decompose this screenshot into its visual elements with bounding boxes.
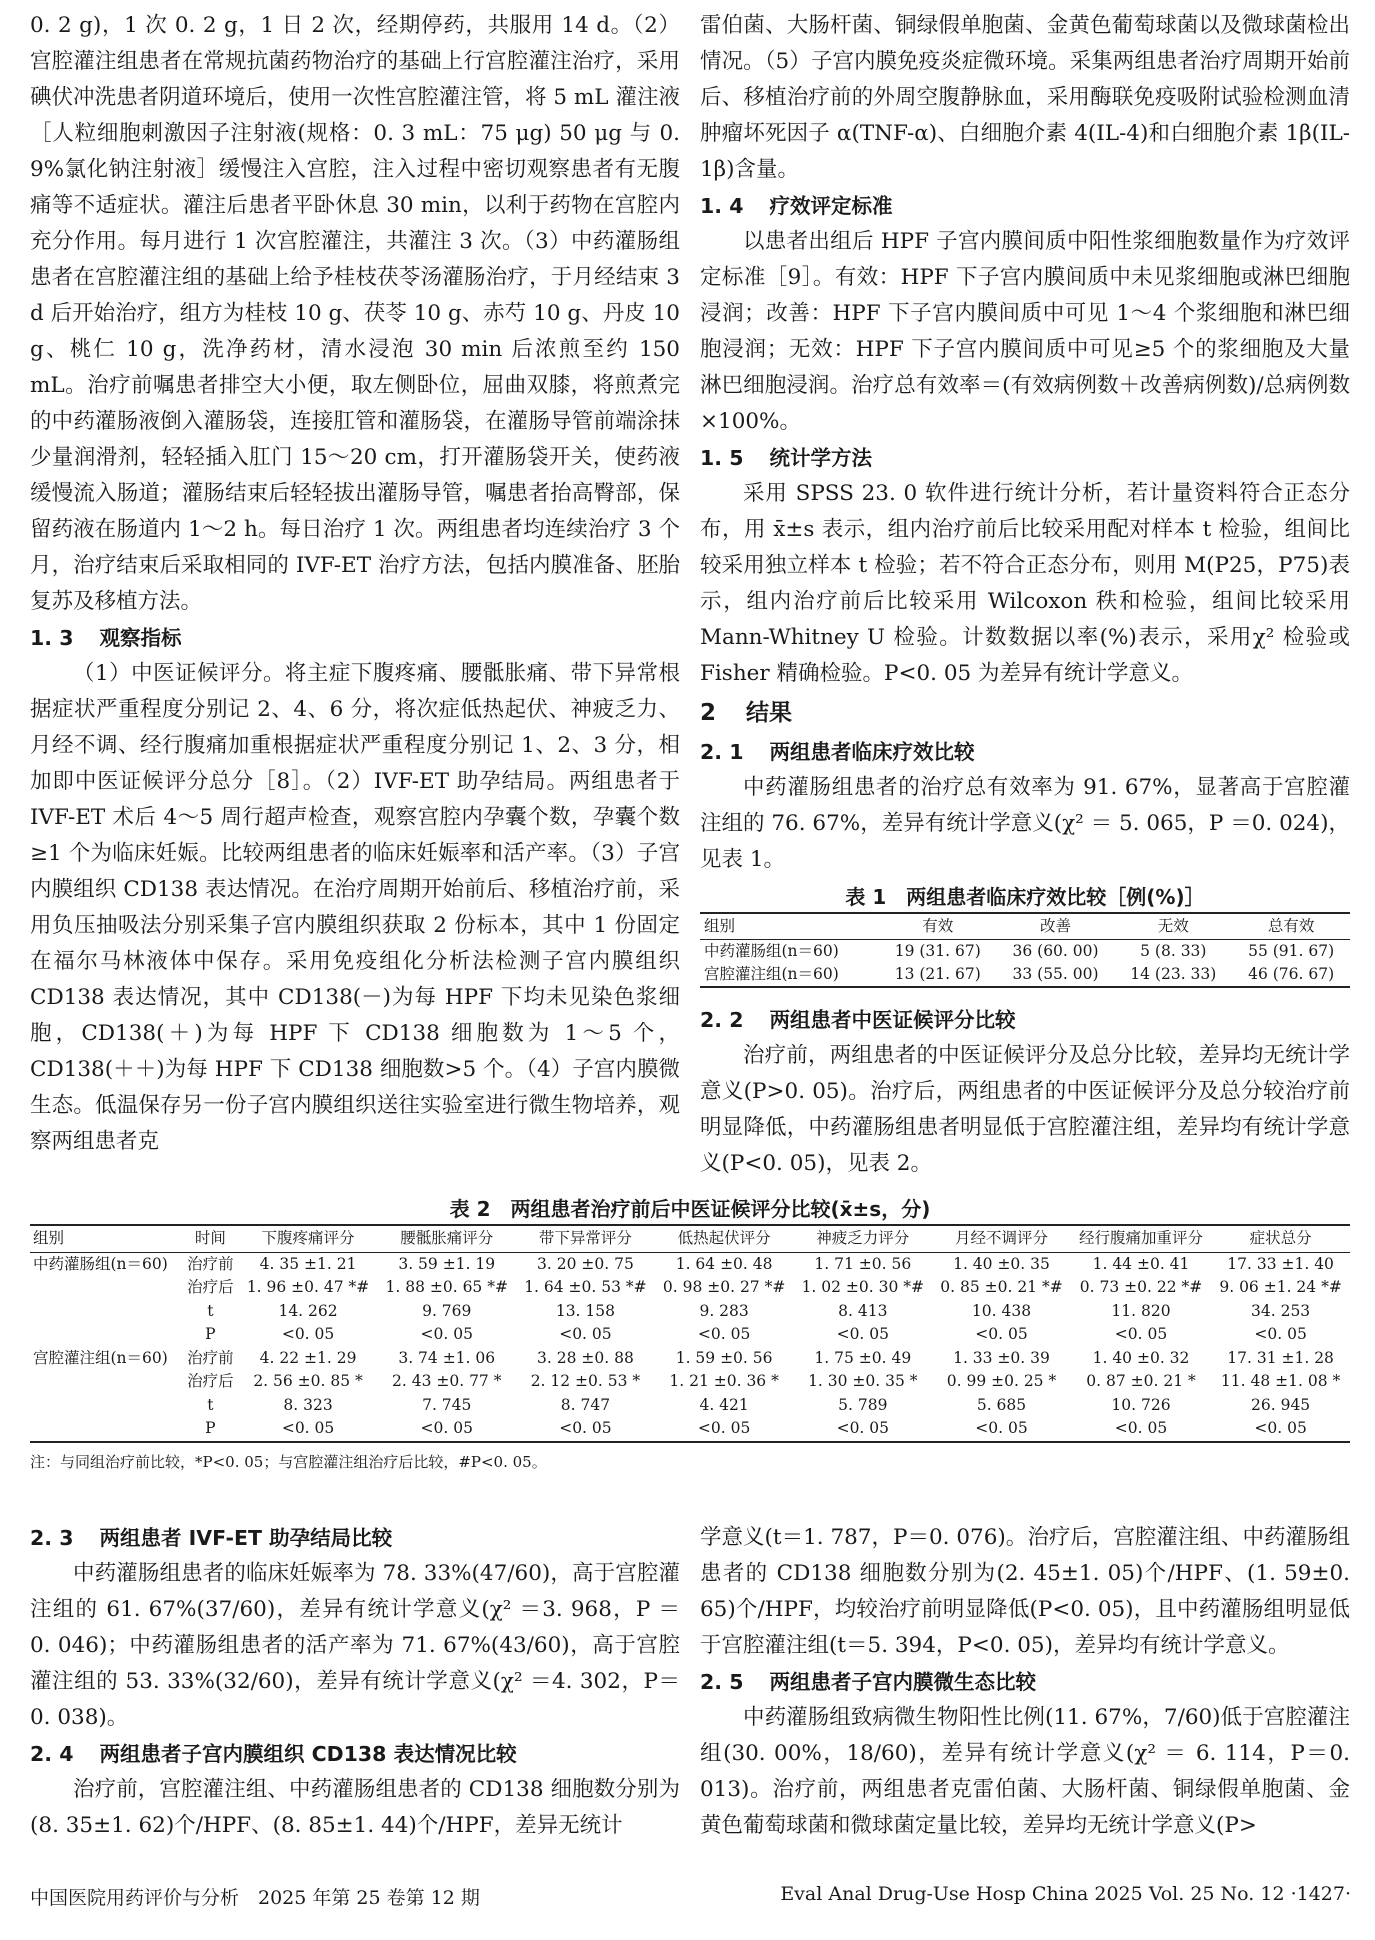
table-cell: 3. 28 ±0. 88 <box>537 1348 634 1367</box>
table-cell: 0. 85 ±0. 21 *# <box>940 1278 1063 1296</box>
table-row <box>700 963 1350 987</box>
table-cell: <0. 05 <box>836 1419 890 1437</box>
table-cell: <0. 05 <box>559 1419 612 1437</box>
paragraph: 雷伯菌、大肠杆菌、铜绿假单胞菌、金黄色葡萄球菌以及微球菌检出情况。（5）子宫内膜免疫炎症微环境。采集两组患者治疗周期开始前后、移植治疗前的外周空腹静脉血，采用酶联免疫吸附试验检测血清肿瘤坏死因子 α(TNF-α)、白细胞介素 4(IL-4)和白细胞介素 1β(IL-1β)含量。 <box>700 13 1350 182</box>
section-heading: 1. 3 观察指标 <box>30 626 182 650</box>
table-cell: 1. 75 ±0. 49 <box>814 1348 912 1367</box>
group-cell <box>30 1394 182 1418</box>
table-cell: <0. 05 <box>1114 1325 1168 1343</box>
table-cell: <0. 05 <box>1114 1419 1168 1437</box>
table-cell: 1. 88 ±0. 65 *# <box>385 1278 508 1296</box>
table-cell: 2. 56 ±0. 85 * <box>253 1372 363 1390</box>
table-cell: 9. 769 <box>422 1301 472 1320</box>
column-header: 有效 <box>879 913 997 940</box>
table-cell: 3. 74 ±1. 06 <box>398 1348 496 1367</box>
section-heading: 2. 1 两组患者临床疗效比较 <box>700 740 975 764</box>
table-cell: 17. 33 ±1. 40 <box>1227 1254 1334 1273</box>
table-cell: 1. 64 ±0. 48 <box>675 1254 773 1273</box>
table-cell: 19 (31. 67) <box>894 942 981 960</box>
table-cell: <0. 05 <box>697 1325 751 1343</box>
paragraph: （1）中医证候评分。将主症下腹疼痛、腰骶胀痛、带下异常根据症状严重程度分别记 2、4、6 分，将次症低热起伏、神疲乏力、月经不调、经行腹痛加重根据症状严重程度分别记 1、2、3 分，相加即中医证候评分总分［8］。（2）IVF-ET 助孕结局。两组患者于 IVF-ET 术后 4～5 周行超声检查，观察宫腔内孕囊个数，孕囊个数≥1 个为临床妊娠。比较两组患者的临床妊娠率和活产率。（3）子宫内膜组织 CD138 表达情况。在治疗周期开始前后、移植治疗前，采用负压抽吸法分别采集子宫内膜组织获取 2 份标本，其中 1 份固定在福尔马林液体中保存。采用免疫组化分析法检测子宫内膜组织 CD138 表达情况，其中 CD138(－)为每 HPF 下均未见染色浆细胞，CD138(＋)为每 HPF 下 CD138 细胞数为 1～5 个，CD138(＋＋)为每 HPF 下 CD138 细胞数>5 个。（4）子宫内膜微生态。低温保存另一份子宫内膜组织送往实验室进行微生物培养，观察两组患者克 <box>30 661 680 1154</box>
table-cell: t <box>207 1301 214 1320</box>
table-note: 注：与同组治疗前比较，*P<0. 05；与宫腔灌注组治疗后比较，#P<0. 05。 <box>30 1452 547 1471</box>
table-cell: 5. 789 <box>838 1395 888 1414</box>
table-cell: 3. 20 ±0. 75 <box>537 1254 634 1273</box>
group-cell <box>30 1370 182 1394</box>
table-caption: 表 2 两组患者治疗前后中医证候评分比较(x̄±s，分) <box>449 1197 931 1221</box>
group-cell <box>30 1323 182 1347</box>
table-row <box>30 1323 1350 1347</box>
table-cell: 14. 262 <box>278 1301 338 1320</box>
table-cell: 2. 12 ±0. 53 * <box>530 1372 641 1390</box>
section-heading: 1. 5 统计学方法 <box>700 446 872 470</box>
table-cell: 2. 43 ±0. 77 * <box>392 1372 502 1390</box>
table-cell: 8. 747 <box>560 1395 611 1414</box>
column-header: 下腹疼痛评分 <box>239 1225 378 1252</box>
table-cell: 11. 48 ±1. 08 * <box>1220 1372 1341 1390</box>
column-header: 月经不调评分 <box>932 1225 1071 1252</box>
table-2 <box>30 1192 1350 1472</box>
left-column <box>30 8 680 1160</box>
table-cell: 1. 44 ±0. 41 <box>1092 1254 1190 1273</box>
table-cell: 13. 158 <box>555 1301 615 1320</box>
table-cell: 0. 87 ±0. 21 * <box>1086 1372 1196 1390</box>
group-cell: 宫腔灌注组(n＝60) <box>33 1348 168 1367</box>
paragraph: 学意义(t＝1. 787，P＝0. 076)。治疗后，宫腔灌注组、中药灌肠组患者的 CD138 细胞数分别为(2. 45±1. 05)个/HPF、(1. 59±0. 65)个/HPF，均较治疗前明显降低(P<0. 05)，且中药灌肠组明显低于宫腔灌注组(t＝5. 394，P<0. 05)，差异均有统计学意义。 <box>700 1525 1350 1658</box>
table-cell: <0. 05 <box>697 1419 751 1437</box>
table-cell: 11. 820 <box>1111 1301 1171 1320</box>
table-cell: 1. 71 ±0. 56 <box>814 1254 912 1273</box>
efficacy-table <box>700 912 1350 988</box>
table-cell: 26. 945 <box>1251 1395 1311 1414</box>
table-cell: 36 (60. 00) <box>1012 942 1099 960</box>
paragraph: 0. 2 g)，1 次 0. 2 g，1 日 2 次，经期停药，共服用 14 d。（2）宫腔灌注组患者在常规抗菌药物治疗的基础上行宫腔灌注治疗，采用碘伏冲洗患者阴道环境后，使用一次性宫腔灌注管，将 5 mL 灌注液［人粒细胞刺激因子注射液(规格：0. 3 mL：75 μg) 50 μg 与 0. 9%氯化钠注射液］缓慢注入宫腔，注入过程中密切观察患者有无腹痛等不适症状。灌注后患者平卧休息 30 min，以利于药物在宫腔内充分作用。每月进行 1 次宫腔灌注，共灌注 3 次。（3）中药灌肠组患者在宫腔灌注组的基础上给予桂枝茯苓汤灌肠治疗，于月经结束 3 d 后开始治疗，组方为桂枝 10 g、茯苓 10 g、赤芍 10 g、丹皮 10 g、桃仁 10 g，洗净药材，清水浸泡 30 min 后浓煎至约 150 mL。治疗前嘱患者排空大小便，取左侧卧位，屈曲双膝，将煎煮完的中药灌肠液倒入灌肠袋，连接肛管和灌肠袋，在灌肠导管前端涂抹少量润滑剂，轻轻插入肛门 15～20 cm，打开灌肠袋开关，使药液缓慢流入肠道；灌肠结束后轻轻拔出灌肠导管，嘱患者抬高臀部，保留药液在肠道内 1～2 h。每日治疗 1 次。两组患者均连续治疗 3 个月，治疗结束后采取相同的 IVF-ET 治疗方法，包括内膜准备、胚胎复苏及移植方法。 <box>30 13 680 614</box>
column-header: 组别 <box>30 1225 182 1252</box>
table-cell: <0. 05 <box>281 1419 335 1437</box>
column-header: 时间 <box>182 1225 239 1252</box>
table-cell: 宫腔灌注组(n＝60) <box>704 965 839 983</box>
table-cell: 1. 96 ±0. 47 *# <box>246 1278 370 1296</box>
table-cell: 1. 21 ±0. 36 * <box>669 1372 779 1390</box>
paragraph: 以患者出组后 HPF 子宫内膜间质中阳性浆细胞数量作为疗效评定标准［9］。有效：HPF 下子宫内膜间质中未见浆细胞或淋巴细胞浸润；改善：HPF 下子宫内膜间质中可见 1～4 个浆细胞和淋巴细胞浸润；无效：HPF 下子宫内膜间质中可见≥5 个的浆细胞及大量淋巴细胞浸润。治疗总有效率＝(有效病例数＋改善病例数)/总病例数×100%。 <box>700 229 1350 434</box>
lower-right-column <box>700 1520 1350 1844</box>
table-cell: 5. 685 <box>976 1395 1027 1414</box>
group-cell <box>30 1300 182 1324</box>
table-cell: 46 (76. 67) <box>1248 965 1335 983</box>
paragraph: 中药灌肠组患者的临床妊娠率为 78. 33%(47/60)，高于宫腔灌注组的 61. 67%(37/60)，差异有统计学意义(χ² ＝3. 968，P ＝ 0. 046)；中药灌肠组患者的活产率为 71. 67%(43/60)，高于宫腔灌注组的 53. 33%(32/60)，差异有统计学意义(χ² ＝4. 302，P＝0. 038)。 <box>30 1561 680 1730</box>
table-cell: 中药灌肠组(n＝60) <box>704 942 839 960</box>
table-cell: <0. 05 <box>975 1419 1028 1437</box>
section-heading: 2. 3 两组患者 IVF-ET 助孕结局比较 <box>30 1526 393 1550</box>
table-cell: 4. 421 <box>699 1395 749 1414</box>
table-cell: P <box>205 1325 216 1343</box>
column-header: 神疲乏力评分 <box>793 1225 932 1252</box>
section-heading: 2. 5 两组患者子宫内膜微生态比较 <box>700 1670 1036 1694</box>
column-header: 带下异常评分 <box>516 1225 655 1252</box>
table-cell: <0. 05 <box>1254 1325 1307 1343</box>
table-cell: 14 (23. 33) <box>1130 965 1217 983</box>
table-row <box>30 1394 1350 1418</box>
paragraph: 中药灌肠组致病微生物阳性比例(11. 67%，7/60)低于宫腔灌注组(30. 00%，18/60)，差异有统计学意义(χ² ＝ 6. 114，P＝0. 013)。治疗前，两组患者克雷伯菌、大肠杆菌、铜绿假单胞菌、金黄色葡萄球菌和微球菌定量比较，差异均无统计学意义(P> <box>700 1705 1350 1838</box>
column-header: 组别 <box>700 913 879 940</box>
tcm-score-table <box>30 1224 1350 1443</box>
table-cell: 9. 06 ±1. 24 *# <box>1219 1278 1342 1296</box>
group-cell <box>30 1276 182 1300</box>
table-cell: 1. 02 ±0. 30 *# <box>801 1278 925 1296</box>
group-cell: 中药灌肠组(n＝60) <box>33 1254 168 1273</box>
table-row <box>30 1300 1350 1324</box>
table-cell: 4. 22 ±1. 29 <box>259 1348 357 1367</box>
paragraph: 治疗前，宫腔灌注组、中药灌肠组患者的 CD138 细胞数分别为(8. 35±1. 62)个/HPF、(8. 85±1. 44)个/HPF，差异无统计 <box>30 1777 680 1838</box>
table-row <box>700 940 1350 964</box>
table-row <box>30 1276 1350 1300</box>
table-cell: P <box>205 1419 216 1437</box>
section-heading: 2. 4 两组患者子宫内膜组织 CD138 表达情况比较 <box>30 1742 517 1766</box>
table-cell: <0. 05 <box>975 1325 1028 1343</box>
table-row <box>30 1370 1350 1394</box>
column-header: 腰骶胀痛评分 <box>377 1225 516 1252</box>
table-cell: 10. 438 <box>971 1301 1032 1320</box>
table-cell: <0. 05 <box>1254 1419 1307 1437</box>
table-cell: 1. 64 ±0. 53 *# <box>524 1278 647 1296</box>
section-heading: 1. 4 疗效评定标准 <box>700 194 893 218</box>
paragraph: 中药灌肠组患者的治疗总有效率为 91. 67%，显著高于宫腔灌注组的 76. 67%，差异有统计学意义(χ² ＝ 5. 065，P ＝0. 024)，见表 1。 <box>700 775 1350 872</box>
column-header: 无效 <box>1114 913 1232 940</box>
right-column <box>700 8 1350 1182</box>
table-row <box>30 1347 1350 1371</box>
table-cell: 17. 31 ±1. 28 <box>1227 1348 1334 1367</box>
paragraph: 采用 SPSS 23. 0 软件进行统计分析，若计量资料符合正态分布，用 x̄±s 表示，组内治疗前后比较采用配对样本 t 检验，组间比较采用独立样本 t 检验；若不符合正态分布，则用 M(P25，P75)表示，组内治疗前后比较采用 Wilcoxon 秩和检验，组间比较采用 Mann-Whitney U 检验。计数数据以率(%)表示，采用χ² 检验或 Fisher 精确检验。P<0. 05 为差异有统计学意义。 <box>700 481 1350 686</box>
table-cell: <0. 05 <box>836 1325 890 1343</box>
table-cell: 7. 745 <box>422 1395 472 1414</box>
column-header: 低热起伏评分 <box>655 1225 794 1252</box>
column-header: 改善 <box>997 913 1115 940</box>
table-cell: 治疗后 <box>187 1372 234 1390</box>
table-cell: 治疗前 <box>187 1348 234 1367</box>
table-1 <box>700 882 1350 988</box>
table-cell: 1. 40 ±0. 32 <box>1092 1348 1190 1367</box>
table-cell: 13 (21. 67) <box>894 965 981 983</box>
column-header: 经行腹痛加重评分 <box>1071 1225 1211 1252</box>
table-cell: 0. 73 ±0. 22 *# <box>1079 1278 1203 1296</box>
table-cell: 8. 413 <box>838 1301 888 1320</box>
column-header: 总有效 <box>1232 913 1350 940</box>
table-cell: 5 (8. 33) <box>1140 942 1207 960</box>
footer-citation: Eval Anal Drug-Use Hosp China 2025 Vol. 25 No. 12 ·1427· <box>780 1883 1351 1905</box>
table-cell: 34. 253 <box>1251 1301 1311 1320</box>
table-cell: 4. 35 ±1. 21 <box>259 1254 357 1273</box>
section-heading: 2 结果 <box>700 700 793 726</box>
table-caption: 表 1 两组患者临床疗效比较［例(%)］ <box>845 885 1205 909</box>
table-cell: 0. 99 ±0. 25 * <box>946 1372 1057 1390</box>
table-cell: 55 (91. 67) <box>1248 942 1335 960</box>
table-cell: 1. 59 ±0. 56 <box>675 1348 773 1367</box>
table-cell: 10. 726 <box>1111 1395 1171 1414</box>
table-cell: <0. 05 <box>420 1325 473 1343</box>
table-cell: 治疗后 <box>187 1278 234 1296</box>
table-row <box>30 1417 1350 1442</box>
table-cell: 治疗前 <box>187 1254 234 1273</box>
table-cell: 9. 283 <box>699 1301 749 1320</box>
table-cell: 1. 40 ±0. 35 <box>953 1254 1050 1273</box>
footer-journal: 中国医院用药评价与分析 2025 年第 25 卷第 12 期 <box>30 1887 480 1909</box>
table-cell: t <box>207 1395 214 1414</box>
group-cell <box>30 1417 182 1442</box>
table-cell: <0. 05 <box>281 1325 335 1343</box>
table-cell: 1. 33 ±0. 39 <box>953 1348 1050 1367</box>
table-cell: <0. 05 <box>420 1419 473 1437</box>
table-cell: 1. 30 ±0. 35 * <box>808 1372 918 1390</box>
table-cell: 0. 98 ±0. 27 *# <box>662 1278 786 1296</box>
column-header: 症状总分 <box>1211 1225 1350 1252</box>
section-heading: 2. 2 两组患者中医证候评分比较 <box>700 1008 1016 1032</box>
table-cell: 3. 59 ±1. 19 <box>398 1254 496 1273</box>
paragraph: 治疗前，两组患者的中医证候评分及总分比较，差异均无统计学意义(P>0. 05)。治疗后，两组患者的中医证候评分及总分较治疗前明显降低，中药灌肠组患者明显低于宫腔灌注组，差异均有统计学意义(P<0. 05)，见表 2。 <box>700 1043 1350 1176</box>
table-cell: <0. 05 <box>559 1325 612 1343</box>
table-cell: 33 (55. 00) <box>1012 965 1099 983</box>
lower-left-column <box>30 1520 680 1844</box>
table-row <box>30 1252 1350 1276</box>
table-cell: 8. 323 <box>283 1395 333 1414</box>
